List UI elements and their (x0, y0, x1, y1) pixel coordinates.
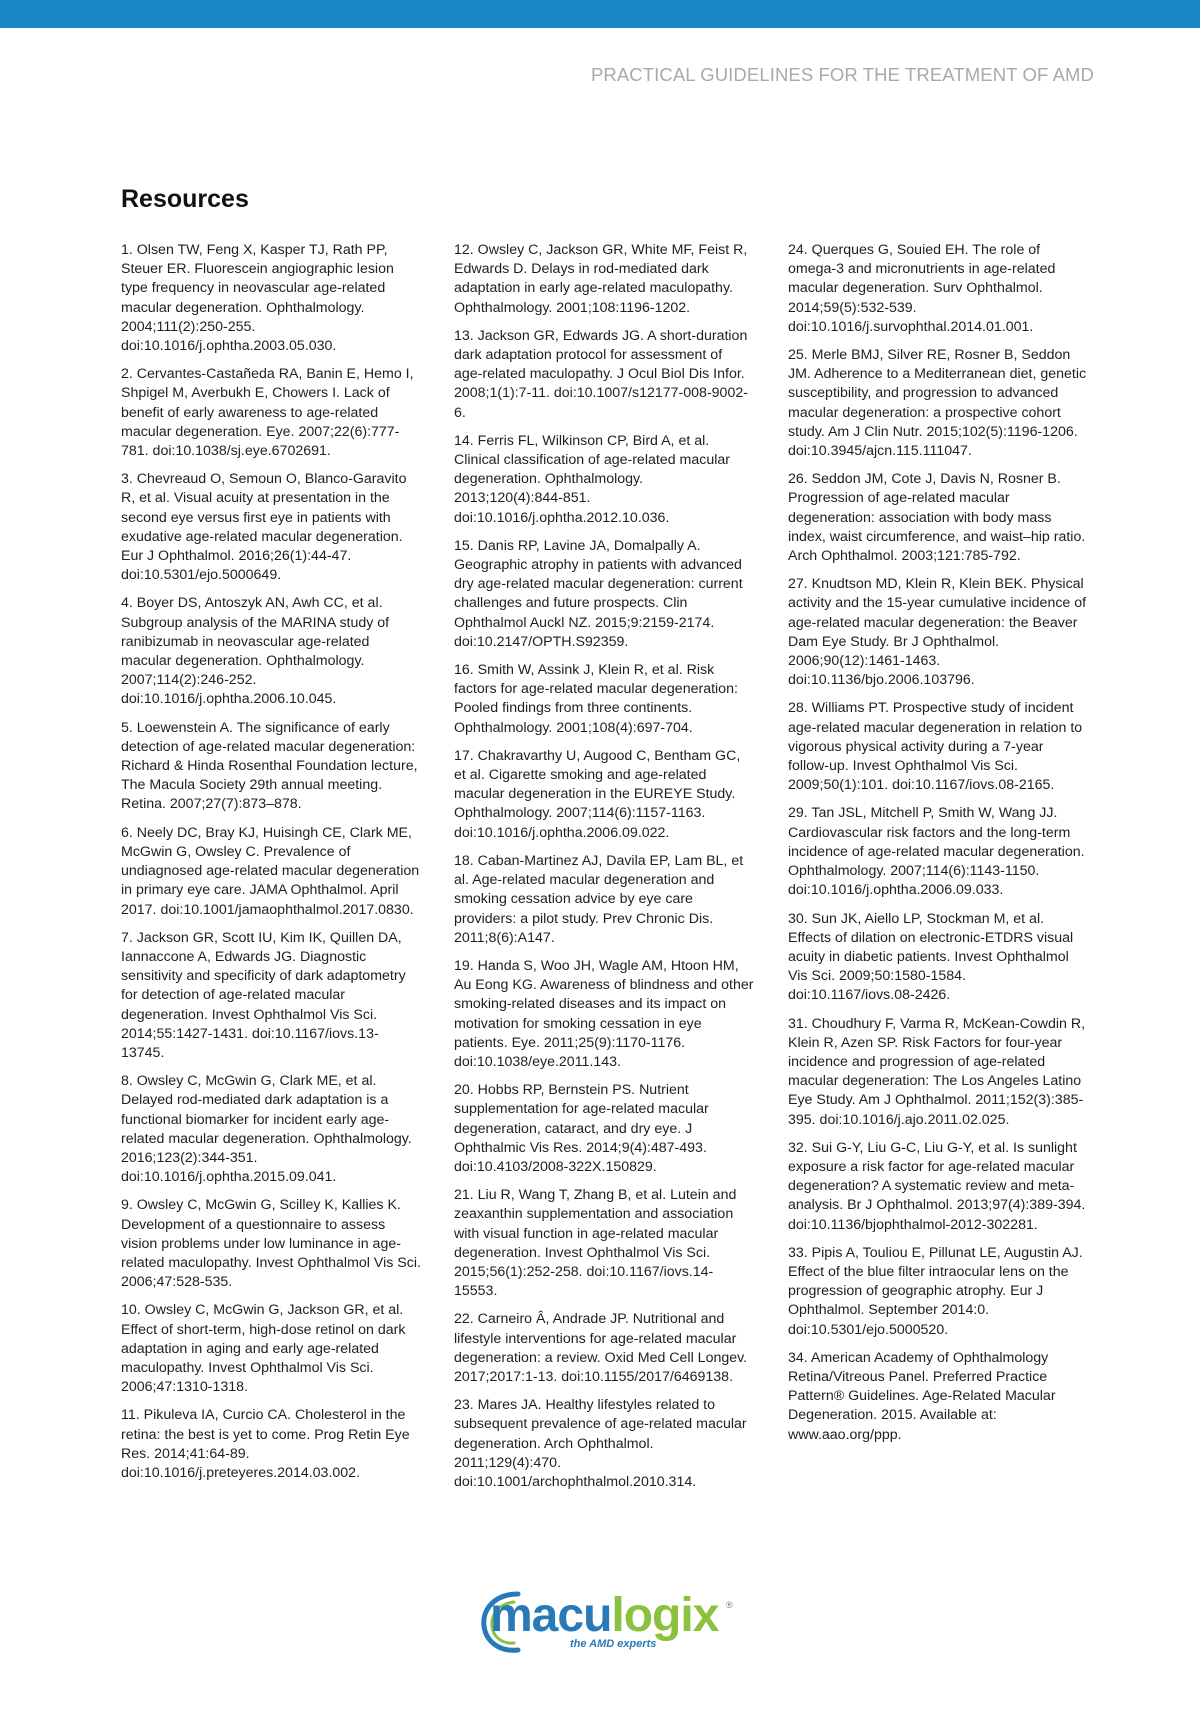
running-header: PRACTICAL GUIDELINES FOR THE TREATMENT OF AMD (590, 64, 1094, 85)
top-accent-bar (0, 0, 1200, 28)
reference-column-3 (788, 241, 1088, 1454)
reference-item: 29. Tan JSL, Mitchell P, Smith W, Wang JJ. Cardiovascular risk factors and the long-term incidence of age-related macular degeneration. Ophthalmology. 2007;114(6):1143-1150. doi:10.1016/j.ophtha.2006.09.033. (788, 805, 1085, 899)
reference-item: 21. Liu R, Wang T, Zhang B, et al. Lutein and zeaxanthin supplementation and association with visual function in age-related macular degeneration. Invest Ophthalmol Vis Sci. 2015;56(1):252-258. doi:10.1167/iovs.14-15553. (454, 1187, 737, 1300)
registered-mark: ® (726, 1600, 733, 1610)
reference-item: 25. Merle BMJ, Silver RE, Rosner B, Seddon JM. Adherence to a Mediterranean diet, genetic susceptibility, and progression to advanced macular degeneration: a prospective cohort study. Am J Clin Nutr. 2015;102(5):1196-1206. doi:10.3945/ajcn.115.111047. (788, 347, 1087, 460)
logo-tagline: the AMD experts (570, 1638, 657, 1650)
reference-item: 30. Sun JK, Aiello LP, Stockman M, et al. Effects of dilation on electronic-ETDRS visual acuity in diabetic patients. Invest Ophthalmol Vis Sci. 2009;50:1580-1584. doi:10.1167/iovs.08-2426. (788, 910, 1074, 1004)
reference-item: 34. American Academy of Ophthalmology Retina/Vitreous Panel. Preferred Practice Pattern® Guidelines. Age-Related Macular Degeneration. 2015. Available at: www.aao.org/ppp. (788, 1349, 1056, 1443)
reference-item: 14. Ferris FL, Wilkinson CP, Bird A, et al. Clinical classification of age-related macular degeneration. Ophthalmology. 2013;120(4):844-851. doi:10.1016/j.ophtha.2012.10.036. (454, 432, 730, 526)
reference-item: 12. Owsley C, Jackson GR, White MF, Feist R, Edwards D. Delays in rod-mediated dark adaptation in early age-related maculopathy. Ophthalmology. 2001;108:1196-1202. (454, 242, 748, 316)
reference-item: 9. Owsley C, McGwin G, Scilley K, Kallies K. Development of a questionnaire to assess vision problems under low luminance in age-related maculopathy. Invest Ophthalmol Vis Sci. 2006;47:528-535. (121, 1197, 421, 1291)
reference-column-1 (121, 241, 421, 1492)
reference-item: 13. Jackson GR, Edwards JG. A short-duration dark adaptation protocol for assessment of age-related maculopathy. J Ocul Biol Dis Infor. 2008;1(1):7-11. doi:10.1007/s12177-008-9002-6. (454, 327, 748, 421)
reference-item: 20. Hobbs RP, Bernstein PS. Nutrient supplementation for age-related macular degeneration, cataract, and dry eye. J Ophthalmic Vis Res. 2014;9(4):487-493. doi:10.4103/2008-322X.150829. (454, 1082, 709, 1175)
reference-item: 27. Knudtson MD, Klein R, Klein BEK. Physical activity and the 15-year cumulative incidence of age-related macular degeneration: the Beaver Dam Eye Study. Br J Ophthalmol. 2006;90(12):1461-1463. doi:10.1136/bjo.2006.103796. (788, 576, 1087, 689)
reference-item: 24. Querques G, Souied EH. The role of omega-3 and micronutrients in age-related macular degeneration. Surv Ophthalmol. 2014;59(5):532-539. doi:10.1016/j.survophthal.2014.01.001. (788, 242, 1056, 335)
reference-item: 7. Jackson GR, Scott IU, Kim IK, Quillen DA, Iannaccone A, Edwards JG. Diagnostic sensitivity and specificity of dark adaptometry for detection of age-related macular degeneration. Invest Ophthalmol Vis Sci. 2014;55:1427-1431. doi:10.1167/iovs.13-13745. (121, 929, 406, 1061)
reference-item: 6. Neely DC, Bray KJ, Huisingh CE, Clark ME, McGwin G, Owsley C. Prevalence of undiagnosed age-related macular degeneration in primary eye care. JAMA Ophthalmol. April 2017. doi:10.1001/jamaophthalmol.2017.0830. (121, 824, 420, 918)
reference-item: 33. Pipis A, Touliou E, Pillunat LE, Augustin AJ. Effect of the blue filter intraocular lens on the progression of geographic atrophy. Eur J Ophthalmol. September 2014:0. doi:10.5301/ejo.5000520. (788, 1244, 1083, 1338)
reference-item: 8. Owsley C, McGwin G, Clark ME, et al. Delayed rod-mediated dark adaptation is a functional biomarker for incident early age-related macular degeneration. Ophthalmology. 2016;123(2):344-351. doi:10.1016/j.ophtha.2015.09.041. (121, 1073, 412, 1186)
reference-item: 4. Boyer DS, Antoszyk AN, Awh CC, et al. Subgroup analysis of the MARINA study of ranibizumab in neovascular age-related macular degeneration. Ophthalmology. 2007;114(2):246-252. doi:10.1016/j.ophtha.2006.10.045. (121, 595, 390, 708)
reference-item: 32. Sui G-Y, Liu G-C, Liu G-Y, et al. Is sunlight exposure a risk factor for age-related macular degeneration? A systematic review and meta-analysis. Br J Ophthalmol. 2013;97(4):389-394. doi:10.1136/bjophthalmol-2012-302281. (788, 1139, 1086, 1233)
reference-item: 31. Choudhury F, Varma R, McKean-Cowdin R, Klein R, Azen SP. Risk Factors for four-year incidence and progression of age-related macular degeneration: The Los Angeles Latino Eye Study. Am J Ophthalmol. 2011;152(3):385-395. doi:10.1016/j.ajo.2011.02.025. (788, 1015, 1086, 1128)
reference-item: 5. Loewenstein A. The significance of early detection of age-related macular degeneration: Richard & Hinda Rosenthal Foundation lecture, The Macula Society 29th annual meeting. Retina. 2007;27(7):873–878. (121, 719, 418, 813)
reference-item: 10. Owsley C, McGwin G, Jackson GR, et al. Effect of short-term, high-dose retinol on dark adaptation in aging and early age-related maculopathy. Invest Ophthalmol Vis Sci. 2006;47:1310-1318. (121, 1302, 406, 1396)
reference-item: 11. Pikuleva IA, Curcio CA. Cholesterol in the retina: the best is yet to come. Prog Retin Eye Res. 2014;41:64-89. doi:10.1016/j.preteyeres.2014.03.002. (121, 1407, 410, 1481)
reference-item: 22. Carneiro Â, Andrade JP. Nutritional and lifestyle interventions for age-related macular degeneration: a review. Oxid Med Cell Longev. 2017;2017:1-13. doi:10.1155/2017/6469138. (454, 1311, 748, 1385)
reference-item: 15. Danis RP, Lavine JA, Domalpally A. Geographic atrophy in patients with advanced dry age-related macular degeneration: current challenges and future prospects. Clin Ophthalmol Auckl NZ. 2015;9:2159-2174. doi:10.2147/OPTH.S92359. (454, 537, 743, 650)
logo-wordmark-macu: macu (490, 1589, 612, 1642)
reference-item: 2. Cervantes-Castañeda RA, Banin E, Hemo I, Shpigel M, Averbukh E, Chowers I. Lack of benefit of early awareness to age-related macular degeneration. Eye. 2007;22(6):777-781. doi:10.1038/sj.eye.6702691. (121, 366, 414, 460)
reference-item: 16. Smith W, Assink J, Klein R, et al. Risk factors for age-related macular degeneration: Pooled findings from three continents. Ophthalmology. 2001;108(4):697-704. (454, 662, 738, 736)
reference-item: 19. Handa S, Woo JH, Wagle AM, Htoon HM, Au Eong KG. Awareness of blindness and other smoking-related diseases and its impact on motivation for smoking cessation in eye patients. Eye. 2011;25(9):1170-1176. doi:10.1038/eye.2011.143. (454, 957, 754, 1070)
maculogix-logo (478, 1588, 738, 1658)
reference-item: 1. Olsen TW, Feng X, Kasper TJ, Rath PP, Steuer ER. Fluorescein angiographic lesion type frequency in neovascular age-related macular degeneration. Ophthalmology. 2004;111(2):250-255. doi:10.1016/j.ophtha.2003.05.030. (121, 242, 394, 355)
reference-item: 26. Seddon JM, Cote J, Davis N, Rosner B. Progression of age-related macular degeneration: association with body mass index, waist circumference, and waist–hip ratio. Arch Ophthalmol. 2003;121:785-792. (788, 471, 1086, 565)
reference-column-2 (454, 241, 754, 1501)
logo-wordmark-logix: logix (611, 1589, 719, 1642)
reference-item: 28. Williams PT. Prospective study of incident age-related macular degeneration in relation to vigorous physical activity during a 7-year follow-up. Invest Ophthalmol Vis Sci. 2009;50(1):101. doi:10.1167/iovs.08-2165. (788, 700, 1083, 794)
reference-item: 23. Mares JA. Healthy lifestyles related to subsequent prevalence of age-related macular degeneration. Arch Ophthalmol. 2011;129(4):470. doi:10.1001/archophthalmol.2010.314. (454, 1397, 747, 1490)
section-title: Resources (121, 185, 249, 213)
reference-item: 18. Caban-Martinez AJ, Davila EP, Lam BL, et al. Age-related macular degeneration and smoking cessation advice by eye care providers: a pilot study. Prev Chronic Dis. 2011;8(6):A147. (454, 852, 744, 946)
logo-wordmark (490, 1588, 718, 1644)
reference-item: 3. Chevreaud O, Semoun O, Blanco-Garavito R, et al. Visual acuity at presentation in the second eye versus first eye in patients with exudative age-related macular degeneration. Eur J Ophthalmol. 2016;26(1):44-47. doi:10.5301/ejo.5000649. (121, 471, 407, 584)
reference-item: 17. Chakravarthy U, Augood C, Bentham GC, et al. Cigarette smoking and age-related macular degeneration in the EUREYE Study. Ophthalmology. 2007;114(6):1157-1163. doi:10.1016/j.ophtha.2006.09.022. (454, 747, 741, 841)
